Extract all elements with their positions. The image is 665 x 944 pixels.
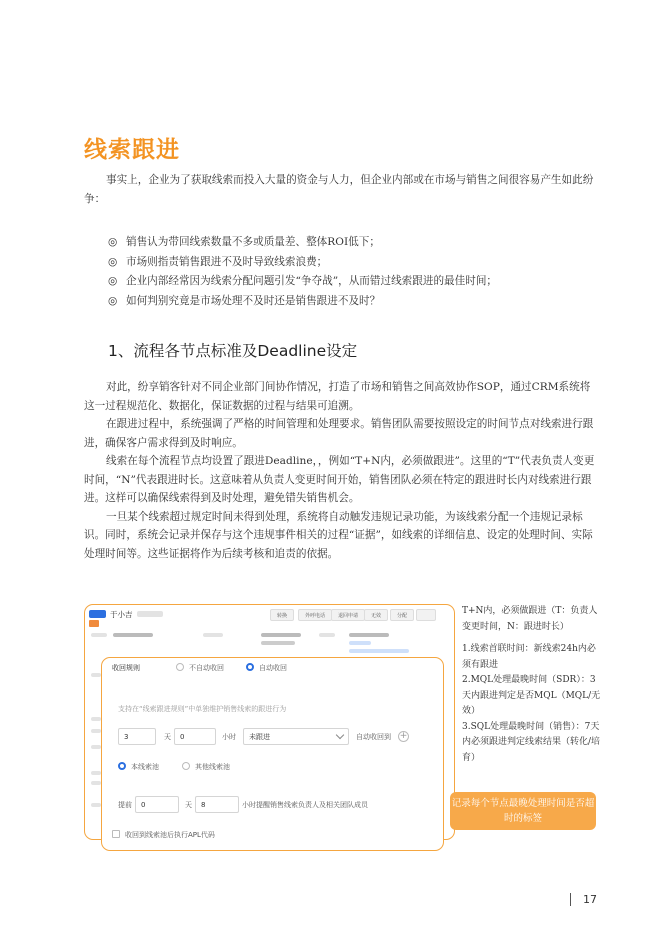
page-number: 17 <box>583 893 597 906</box>
intro-paragraph: 事实上，企业为了获取线索而投入大量的资金与人力，但企业内部或在市场与销售之间很容易产生如此纷争： <box>84 174 594 205</box>
rule-hint: 支持在“线索跟进规则”中单独维护销售线索的跟进行为 <box>118 705 287 713</box>
bullet-marker: ◎ <box>108 275 118 287</box>
page-title: 线索跟进 <box>84 137 180 163</box>
no-recall-option[interactable]: 不自动收回 <box>176 663 224 673</box>
remind-text: 小时提醒销售线索负责人及相关团队成员 <box>242 801 368 809</box>
advance-days-unit: 天 <box>185 801 192 809</box>
recall-rule-label: 收回规则 <box>112 664 140 672</box>
side-notes <box>462 604 604 766</box>
side-note-item: 3.SQL处理最晚时间（销售）：7天内必须跟进判定线索结果（转化/培育） <box>462 721 601 763</box>
bullet-item: ◎ 市场则指责销售跟进不及时导致线索浪费； <box>108 253 588 273</box>
bullet-list <box>108 233 588 311</box>
convert-button[interactable]: 转换 <box>270 609 294 621</box>
body-text <box>84 378 598 563</box>
call-button[interactable]: 外呼电话 <box>298 609 332 621</box>
invalid-button[interactable]: 无效 <box>364 609 388 621</box>
advance-label: 提前 <box>118 801 132 809</box>
bullet-marker: ◎ <box>108 255 118 268</box>
hours-unit: 小时 <box>222 733 236 741</box>
bullet-marker: ◎ <box>108 236 118 248</box>
advance-hours-input[interactable]: 8 <box>195 796 239 813</box>
days-unit: 天 <box>164 733 171 741</box>
auto-recall-to-label: 自动收回到 <box>356 733 391 741</box>
side-note-header: T+N内，必须做跟进（T：负责人变更时间，N：跟进时长） <box>462 606 598 632</box>
more-icon[interactable] <box>416 609 436 621</box>
owner-name: 于小吉 <box>110 610 133 619</box>
bullet-marker: ◎ <box>108 294 118 307</box>
add-icon[interactable]: + <box>399 731 408 741</box>
chevron-down-icon <box>336 731 344 739</box>
recall-hours-input[interactable]: 0 <box>174 728 216 745</box>
callout-badge: 记录每个节点最晚处理时间是否超时的标签 <box>450 792 596 830</box>
this-pool-option[interactable]: 本线索池 <box>118 762 159 772</box>
recall-days-input[interactable]: 3 <box>118 728 156 745</box>
status-tag-icon <box>89 620 99 627</box>
section-heading: 1、流程各节点标准及Deadline设定 <box>108 342 358 360</box>
record-tag-icon <box>89 610 106 618</box>
body-paragraph: 一旦某个线索超过规定时间未得到处理，系统将自动触发违规记录功能，为该线索分配一个违规记录标识。同时，系统会记录并保存与这个违规事件相关的过程“证据”，如线索的详细信息、设定的处理时间、实际处理时间等。这些证据将作为后续考核和追责的依据。 <box>84 510 593 560</box>
return-button[interactable]: 退回申请 <box>331 609 365 621</box>
checkbox-icon <box>112 830 120 838</box>
title-actions-icon <box>137 611 163 617</box>
bullet-item: ◎ 企业内部经常因为线索分配问题引发“争夺战”，从而错过线索跟进的最佳时间； <box>108 272 588 292</box>
radio-checked-icon <box>246 663 254 671</box>
auto-recall-option[interactable]: 自动收回 <box>246 663 287 673</box>
advance-days-input[interactable]: 0 <box>135 796 179 813</box>
assign-button[interactable]: 分配 <box>390 609 414 621</box>
bullet-item: ◎ 销售认为带回线索数量不多或质量差、整体ROI低下； <box>108 233 588 253</box>
body-paragraph: 线索在每个流程节点均设置了跟进Deadline，，例如“T+N内，必须做跟进”。这里的“T”代表负责人变更时间，“N”代表跟进时长。这意味着从负责人变更时间开始，销售团队必须在特定的跟进时长内对线索进行跟进。这样可以确保线索得到及时处理，避免错失销售机会。 <box>84 455 595 504</box>
body-paragraph: 在跟进过程中，系统强调了严格的时间管理和处理要求。销售团队需要按照设定的时间节点对线索进行跟进，确保客户需求得到及时响应。 <box>84 418 594 449</box>
radio-checked-icon <box>118 762 126 770</box>
body-paragraph: 对此，纷享销客针对不同企业部门间协作情况，打造了市场和销售之间高效协作SOP，通过CRM系统将这一过程规范化、数据化，保证数据的过程与结果可追溯。 <box>84 381 591 412</box>
page-number-divider <box>570 893 571 906</box>
follow-status-select[interactable]: 未跟进 <box>243 728 349 745</box>
radio-icon <box>182 762 190 770</box>
bullet-item: ◎ 如何判别究竟是市场处理不及时还是销售跟进不及时？ <box>108 292 588 312</box>
apl-checkbox[interactable]: 收回到线索池后执行APL代码 <box>112 830 215 840</box>
recall-rule-dialog <box>101 657 444 851</box>
other-pool-option[interactable]: 其他线索池 <box>182 762 230 772</box>
side-note-item: 1.线索首联时间：新线索24h内必须有跟进 <box>462 644 596 670</box>
radio-icon <box>176 663 184 671</box>
side-note-item: 2.MQL处理最晚时间（SDR）：3天内跟进判定是否MQL（MQL/无效） <box>462 675 601 716</box>
